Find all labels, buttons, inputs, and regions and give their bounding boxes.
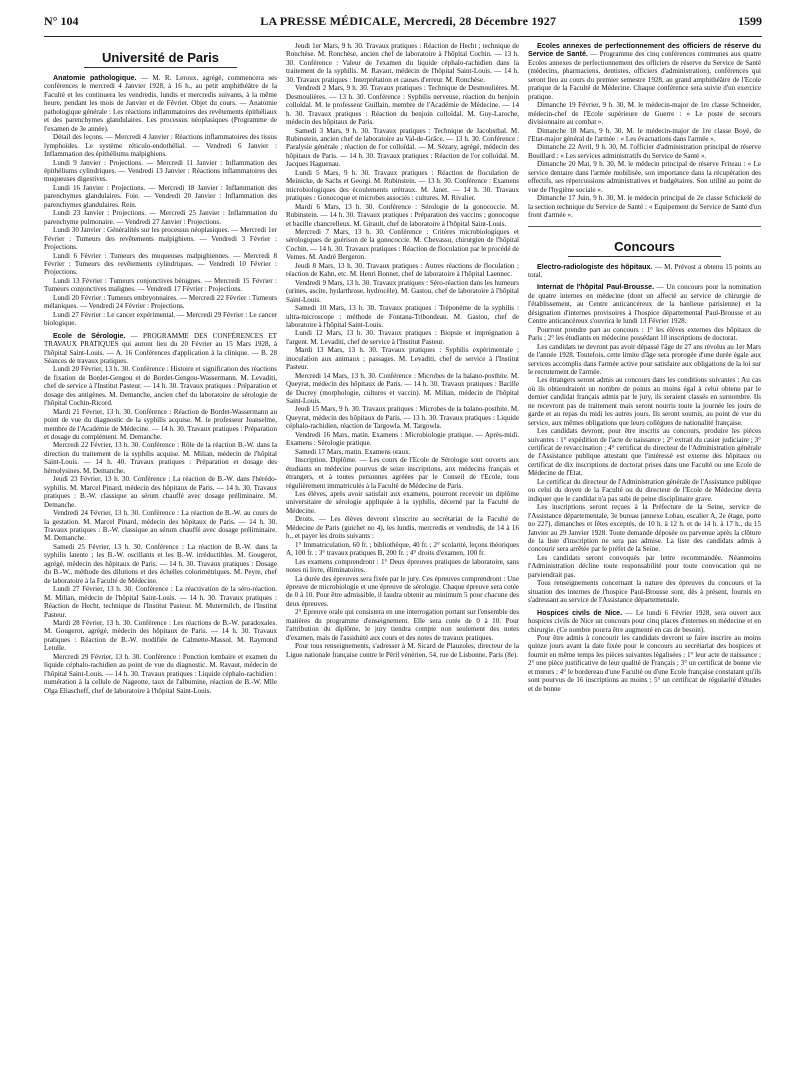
anatomie-text: — M. R. Leroux, agrégé, commencera ses conférences le mercredi 4 Janvier 1928, à 16 h., au petit amphithéâtre de la Faculté et les continuera les vendredis, lundis et mercredis suivants, à la même heure, pendant les mois de Janvier et de Février. Objet du cours. — Anatomie pathologique générale : Les réactions inflammatoires des revêtements épithéliaux et des parenchymes glandulaires. Les processus néoplasiques (Programme de l'examen de 3e année).: [44, 74, 277, 133]
paragraph: Pour tous renseignements, s'adresser à M. Sicard de Plauzoles, directeur de la Ligue nationale française contre le Péril vénérien, 54, rue de Lisbonne, Paris (8e).: [286, 642, 519, 659]
paragraph: Lundi 12 Mars, 13 h. 30. Travaux pratiques : Biopsie et imprégnation à l'argent. M. Levaditi, chef de service à l'Institut Pasteur.: [286, 329, 519, 346]
paragraph: Pourront prendre part au concours : 1° les élèves externes des hôpitaux de Paris ; 2° les étudiants en médecine possédant 10 inscriptions de doctorat.: [528, 325, 761, 343]
paragraph: Vendredi 9 Mars, 13 h. 30. Travaux pratiques : Séro-réaction dans les humeurs (urines, ascite, hydarthrose, hydrocèle). M. Gastou, chef de laboratoire à l'hôpital Saint-Louis.: [286, 278, 519, 304]
section-title-concours: Concours: [614, 238, 675, 254]
folio-number: 1599: [737, 14, 762, 28]
electro-intro: [528, 263, 761, 280]
paragraph: Lundi 13 Février : Tumeurs conjonctives bénignes. — Mercredi 15 Février : Tumeurs conjonctives malignes. — Vendredi 17 Février : Projections.: [44, 276, 277, 294]
paragraph: Mercredi 14 Mars, 13 h. 30. Conférence : Microbes de la balano-posthite. M. Queyrat, médecin des hôpitaux de Paris. — 14 h. 30. Travaux pratiques : Bacille de Ducrey (morphologie, cultures et vaccin). M. Milian, médecin de l'hôpital Saint-Louis.: [286, 371, 519, 406]
nice-lead: Hospices civils de Nice.: [537, 608, 623, 617]
nice-text: — Le lundi 6 Février 1928, sera ouvert aux hospices civils de Nice un concours pour cinq places d'internes en médecine et en chirurgie. (Ce nombre pourra être augmenté en cas de besoin).: [528, 608, 761, 634]
paragraph: Lundi 16 Janvier : Projections. — Mercredi 18 Janvier : Inflammation des parenchymes glandulaires. Foie. — Vendredi 20 Janvier : Inflammation des parenchymes glandulaires. Rein.: [44, 183, 277, 209]
column-2: [286, 42, 519, 1072]
paragraph: Les élèves, après avoir satisfait aux examens, pourront recevoir un diplôme universitaire de sérologie appliquée à la syphilis, décerné par la Faculté de Médecine.: [286, 490, 519, 515]
paragraph: Jeudi 23 Février, 13 h. 30. Conférence : La réaction de B.-W. dans l'hérédo-syphilis. M. Marcel Pinard, médecin des hôpitaux de Paris. — 14 h. 30. Travaux pratiques : B.-W. classique au sérum chauffé avec dosage préliminaire. M. Demanche.: [44, 475, 277, 509]
paragraph: Samedi 25 Février, 13 h. 30. Conférence : La réaction de B.-W. dans la syphilis latente ; les B.-W. oscillants et les B.-W. irréductibles. M. Gougerot, agrégé, médecin des hôpitaux de Paris. — 14 h. 30. Travaux pratiques : Dosage du B.-W., méthode des dilutions et des échelles colorimétriques. M. Peyre, chef de laboratoire à la Faculté de Médecine.: [44, 542, 277, 585]
page-columns: [44, 42, 762, 1072]
paragraph: Mardi 13 Mars, 13 h. 30. Travaux pratiques : Syphilis expérimentale ; inoculation aux animaux ; passages. M. Levaditi, chef de service à l'Institut Pasteur.: [286, 346, 519, 372]
anatomie-intro: [44, 74, 277, 133]
paragraph: Les candidats ne devront pas avoir dépassé l'âge de 27 ans révolus au 1er Mars de l'année 1928. Toutefois, cette limite d'âge sera prorogée d'une durée égale aux services accomplis dans l'armée active pour satisfaire aux obligations de la loi sur le recrutement de l'armée.: [528, 342, 761, 376]
paragraph: Dimanche 18 Mars, 9 h. 30, M. le médecin-major de 1re classe Boyé, de l'Etat-major général de l'armée : « Les évacuations dans l'armée ».: [528, 126, 761, 143]
paragraph: Jeudi 15 Mars, 9 h. 30. Travaux pratiques : Microbes de la balano-posthite. M. Queyrat, médecin des hôpitaux de Paris. — 13 h. 30. Travaux pratiques : Liquide céphalo-rachidien, réaction de Targowla. M. Targowla.: [286, 405, 519, 431]
paragraph: 2° Epreuve orale qui consistera en une interrogation portant sur l'ensemble des matières du programme d'enseignement. Elle sera cotée de 0 à 10. Pour l'attribution du diplôme, le jury tiendra compte non seulement des notes d'examen, mais de l'assiduité aux cours et des notes de travaux pratiques.: [286, 608, 519, 642]
paragraph: Lundi 27 Février : Le cancer expérimental. — Mercredi 29 Février : Le cancer biologique.: [44, 310, 277, 328]
paragraph: Lundi 20 Février : Tumeurs embryonnaires. — Mercredi 22 Février : Tumeurs mélaniques. — Vendredi 24 Février : Projections.: [44, 293, 277, 311]
internat-text: — Un concours pour la nomination de quatre internes en médecine (dont un affecté au service de chirurgie de l'établissement, au Centre anticancéreux de la banlieue parisienne) et la désignation d'internes provisoires à l'hospice départemental Paul-Brousse et au Centre anticancéreux s'ouvrira le lundi 13 Février 1928.: [528, 283, 761, 326]
paragraph: Dimanche 19 Février, 9 h. 30, M. le médecin-major de 1re classe Schneider, médecin-chef de l'Ecole supérieure de Guerre : « Le poste de secours divisionnaire au combat ».: [528, 101, 761, 127]
paragraph: Mercredi 22 Février, 13 h. 30. Conférence : Rôle de la réaction B.-W. dans la direction du traitement de la syphilis acquise. M. Milian, médecin de l'hôpital Saint-Louis. — 14 h. 40. Travaux pratiques : Préparation et dosage des hémolysines. M. Demanche.: [44, 441, 277, 475]
paragraph: Dimanche 22 Avril, 9 h. 30, M. l'officier d'administration principal de réserve Bouillard : « Les services administratifs du Service de Santé ».: [528, 143, 761, 160]
paragraph: Samedi 3 Mars, 9 h. 30. Travaux pratiques : Technique de Jacobsthal. M. Rubinstein, ancien chef de laboratoire au Val-de-Grâce. — 13 h. 30. Conférence : Paralysie générale ; réaction de l'or colloïdal. — M. Sézary, agrégé, médecin des hôpitaux de Paris. — 14 h. 30. Travaux pratiques : Réaction de l'or colloïdal. M. Jacques Haguenau.: [286, 126, 519, 169]
paragraph: Lundi 20 Février, 13 h. 30. Conférence : Histoire et signification des réactions de fixation de Bordet-Gengou et de Bordet-Gengou-Wassermann. M. Levaditi, chef de service à l'Institut Pasteur. — 14 h. 30. Travaux pratiques : Préparation et dosage des antigènes. M. Demanche, ancien chef du laboratoire de sérologie de l'hôpital Cochin-Ricord.: [44, 365, 277, 408]
header-rule: [44, 36, 762, 37]
paragraph: Dimanche 20 Mai, 9 h. 30, M. le médecin principal de réserve Friteau : « Le service dentaire dans l'armée mobilisée, son importance dans la récupération des effectifs, ses répercussions administratives et budgétaires. Son utilité au point de vue de l'hygiène sociale ».: [528, 160, 761, 194]
ecoles-text: — Programme des cinq conférences communes aux quatre Ecoles annexes de perfectionnement des officiers de réserve du Service de Santé (médecins, pharmaciens, dentistes, officiers d'administration), conférences qui seront lieu au cours du premier semestre 1928, au grand amphithéâtre de l'Ecole pratique de la Faculté de Médecine. Chaque conférence sera suivie d'un exercice pratique.: [528, 50, 761, 101]
paragraph: Mardi 6 Mars, 13 h. 30. Conférence : Sérologie de la gonococcie. M. Rubinstein. — 14 h. 30. Travaux pratiques : Préparation des vaccins ; gonocoque et bacille chancrelleux. M. Girault, chef de laboratoire à l'hôpital Saint-Louis.: [286, 202, 519, 228]
paragraph: Les étrangers seront admis au concours dans les conditions suivantes : Au cas où ils obtiendraient un nombre de points au moins égal à celui obtenu par le dernier candidat français admis par le jury, ils seraient classés en surnombre. Ils ne recevront pas de traitement mais seront nourris toute la journée les jours de garde et au repas du midi les autres jours. Ils seront soumis, au point de vue du service, aux mêmes obligations que leurs collègues de nationalité française.: [528, 376, 761, 427]
paragraph: Lundi 27 Février, 13 h. 30. Conférence : La réactivation de la séro-réaction. M. Milian, médecin de l'hôpital Saint-Louis. — 14 h. 30. Travaux pratiques : Réaction de Hecht, technique de l'Institut Pasteur. M. Mutermilch, de l'Institut Pasteur.: [44, 585, 277, 619]
paragraph: Lundi 9 Janvier : Projections. — Mercredi 11 Janvier : Inflammation des épithéliums cylindriques. — Vendredi 13 Janvier : Réactions inflammatoires des muqueuses digestives.: [44, 158, 277, 184]
section-divider: [568, 256, 721, 257]
ecoles-intro: [528, 42, 761, 101]
page-number: N° 104: [44, 14, 79, 28]
internat-lead: Internat de l'hôpital Paul-Brousse.: [537, 283, 655, 292]
page-header: [44, 14, 762, 34]
serologie-text: — PROGRAMME DES CONFÉRENCES ET TRAVAUX PRATIQUES qui auront lieu du 20 Février au 15 Mars 1928, à l'hôpital Saint-Louis. — A. 16 Conférences d'application à la clinique. — B. 28 Séances de travaux pratiques.: [44, 331, 277, 365]
paragraph: Lundi 30 Janvier : Généralités sur les processus néoplasiques. — Mercredi 1er Février : Tumeurs des revêtements malpighiens. — Vendredi 3 Février : Projections.: [44, 226, 277, 252]
paragraph: Mercredi 7 Mars, 13 h. 30. Conférence : Critères microbiologiques et sérologiques de guérison de la gonococcie. M. Chevassu, chirurgien de l'hôpital Cochin. — 14 h. 30. Travaux pratiques : Réaction de floculation par le procédé de Vernes. M. André Bergeron.: [286, 227, 519, 262]
paragraph: Inscription. Diplôme. — Les cours de l'Ecole de Sérologie sont ouverts aux étudiants en médecine pourvus de seize inscriptions, aux médecins français et étrangers, et à toutes personnes agréées par le Conseil de l'Ecole, tous régulièrement immatriculés à la Faculté de Médecine de Paris.: [286, 456, 519, 490]
paragraph: Vendredi 24 Février, 13 h. 30. Conférence : La réaction de B.-W. au cours de la gestation. M. Marcel Pinard, médecin des hôpitaux de Paris. — 14 h. 30. Travaux pratiques : B.-W. classique au sérum chauffé avec dosage préliminaire. M. Demanche.: [44, 509, 277, 543]
serologie-intro: [44, 332, 277, 366]
paragraph: Détail des leçons. — Mercredi 4 Janvier : Réactions inflammatoires des tissus lymphoïdes. Le système réticulo-endothélial. — Vendredi 6 Janvier : Inflammation des épithéliums malpighiens.: [44, 133, 277, 159]
section-title-universite: Université de Paris: [101, 50, 220, 65]
column-3: [528, 42, 761, 1072]
paragraph: Jeudi 1er Mars, 9 h. 30. Travaux pratiques : Réaction de Hecht ; technique de Ronchèse. M. Ronchèse, ancien chef de laboratoire à l'hôpital Cochin. — 13 h. 30. Conférence : Valeur de l'examen du liquide céphalo-rachidien dans la traitement de la syphilis. M. Ravaut, médecin de l'hôpital Saint-Louis. — 14 h. 30. Travaux pratiques : Interprétation et causes d'erreur. M. Ronchèse.: [286, 42, 519, 84]
paragraph: Pour être admis à concourir les candidats devront se faire inscrire au moins quinze jours avant la date fixée pour le concours au secrétariat des hospices et fournir en même temps les pièces suivantes légalisées : 1° leur acte de naissance ; 2° une pièce justificative de leur qualité de Français ; 3° un certificat de bonne vie et mœurs ; 4° le bordereau d'une Faculté ou d'une Ecole française constatant qu'ils sont pourvus de 16 inscriptions au moins ; 5° un certificat de régularité d'études et de bonne: [528, 634, 761, 693]
paragraph: Les candidats devront, pour être inscrits au concours, produire les pièces suivantes : 1° expédition de l'acte de naissance ; 2° extrait du casier judiciaire ; 3° certificat de revaccination ; 4° certificat du directeur de l'Administration générale de l'Assistance publique attestant que l'intéressé est externe des hôpitaux ou certificat de dix inscriptions de doctorat prises dans une Faculté ou une Ecole de Médecine de l'Etat.: [528, 427, 761, 478]
paragraph: Vendredi 16 Mars, matin. Examens : Microbiologie pratique. — Après-midi. Examens : Sérologie pratique.: [286, 430, 519, 448]
ecoles-lead: Ecoles annexes de perfectionnement des officiers de réserve du Service de Santé.: [528, 42, 761, 59]
section-divider: [84, 67, 237, 68]
serologie-lead: Ecole de Sérologie.: [53, 331, 126, 340]
paragraph: Les inscriptions seront reçues à la Préfecture de la Seine, service de l'Assistance départementale, 3e bureau (annexe Lobau, escalier A, 2e étage, porte no 227), dimanches et fêtes exceptés, de 10 h. à 12 h. et de 14 h. à 17 h., du 15 Janvier au 29 Janvier 1928. Toute demande déposée ou parvenue après la clôture de la liste d'inscription ne sera pas admise. La liste des candidats admis à concourir sera arrêtée par le préfet de la Seine.: [528, 503, 761, 554]
paragraph: Samedi 17 Mars, matin. Examens oraux.: [295, 447, 411, 456]
paragraph: Les examens comprendront : 1° Deux épreuves pratiques de laboratoire, sans notes ni livre, éliminatoires.: [286, 557, 519, 575]
paragraph: Mercredi 29 Février, 13 h. 30. Conférence : Ponction lombaire et examen du liquide céphalo-rachidien au point de vue du diagnostic. M. Ravaut, médecin de l'hôpital Saint-Louis. — 14 h. 30. Travaux pratiques : Liquide céphalo-rachidien : numération à la cellule de Nageotte, taux de l'albumine, réaction de B.-W. Mlle Olga Eliascheff, chef de laboratoire à l'hôpital Saint-Louis.: [44, 652, 277, 695]
paragraph: La durée des épreuves sera fixée par le jury. Ces épreuves comprendront : Une épreuve de microbiologie et une épreuve de sérologie. Chaque épreuve sera cotée de 0 à 10. Pour être admissible, il faudra obtenir au minimum 5 pour chacune des deux épreuves.: [286, 574, 519, 608]
electro-lead: Electro-radiologiste des hôpitaux.: [537, 262, 653, 271]
paragraph: Samedi 10 Mars, 13 h. 30. Travaux pratiques : Tréponème de la syphilis : ultra-microscope : méthode de Fontana-Tribondeau. M. Gastou, chef de laboratoire à l'hôpital Saint-Louis.: [286, 304, 519, 329]
paragraph: Lundi 23 Janvier : Projections. — Mercredi 25 Janvier : Inflammation du parenchyme pulmonaire. — Vendredi 27 Janvier : Projections.: [44, 209, 277, 226]
paragraph: Mardi 28 Février, 13 h. 30. Conférence : Les réactions de B.-W. paradoxales. M. Gougerot, agrégé, médecin des hôpitaux de Paris. — 14 h. 30. Travaux pratiques : Réaction de B.-W. modifiée de Calmette-Massol. M. Raymond Letulle.: [44, 619, 277, 653]
paragraph: Droits. — Les élèves devront s'inscrire au secrétariat de la Faculté de Médecine de Paris (guichet no 4), les lundis, mercredis et vendredis, de 14 à 16 h., et payer les droits suivants :: [286, 515, 519, 541]
paragraph: Vendredi 2 Mars, 9 h. 30. Travaux pratiques : Technique de Desmoulières. M. Desmoulières. — 13 h. 30. Conférence : Syphilis nerveuse, réaction du benjoin colloïdal. M. le professeur Guillain, membre de l'Académie de Médecine. — 14 h. 30. Travaux pratiques : Réaction du benjoin colloïdal. M. Guy-Laroche, médecin des hôpitaux de Paris.: [286, 84, 519, 127]
nice-intro: [528, 609, 761, 634]
paragraph: Les candidats seront convoqués par lettre recommandée. Néanmoins l'Administration décline toute responsabilité pour toute convocation qui ne parviendrait pas.: [528, 553, 761, 579]
journal-title: LA PRESSE MÉDICALE, Mercredi, 28 Décembre 1927: [260, 14, 557, 28]
column-1: [44, 42, 277, 1072]
electro-text: — M. Prévost a obtenu 15 points au total.: [528, 262, 761, 279]
paragraph: Tous renseignements concernant la nature des épreuves du concours et la situation des internes de l'hospice Paul-Brousse sont, dès à présent, fournis en s'adressant au service de l'Assistance départementale.: [528, 579, 761, 605]
paragraph: Lundi 5 Mars, 9 h. 30. Travaux pratiques : Réaction de floculation de Meinicke, de Sachs et Georgi. M. Rubinstein. — 13 h. 30. Conférence : Examens microbiologiques des écoulements urétraux. M. Janet. — 14 h. 30. Travaux pratiques : Gonocoque et microbes associés : cultures. M. Rivalier.: [286, 168, 519, 203]
paragraph: Jeudi 8 Mars, 13 h. 30. Travaux pratiques : Autres réactions de floculation ; réaction de Kahn, etc. M. Henri Bonnet, chef de laboratoire à l'hôpital Laennec.: [286, 261, 519, 279]
paragraph: Lundi 6 Février : Tumeurs des muqueuses malpighiennes. — Mercredi 8 Février : Tumeurs des revêtements cylindriques. — Vendredi 10 Février : Projections.: [44, 251, 277, 277]
anatomie-lead: Anatomie pathologique.: [53, 74, 137, 82]
paragraph: Mardi 21 Février, 13 h. 30. Conférence : Réaction de Bordet-Wassermann au point de vue du diagnostic de la syphilis acquise. M. le professeur Jeanselme, membre de l'Académie de Médecine. — 14 h. 30. Travaux pratiques : Préparation et dosage du complément. M. Demanche.: [44, 407, 277, 442]
paragraph: Dimanche 17 Juin, 9 h. 30, M. le médecin principal de 2e classe Schickelé de la section technique du Service de Santé : « Equipement du Service de Santé d'un front d'armée ».: [528, 194, 761, 220]
paragraph: Le certificat du directeur de l'Administration générale de l'Assistance publique ou celui du doyen de la Faculté ou du directeur de l'Ecole de Médecine devra indiquer que le candidat n'a pas subi de peine disciplinaire grave.: [528, 477, 761, 503]
internat-intro: [528, 283, 761, 325]
paragraph: 1° Immatriculation, 60 fr. ; bibliothèque, 40 fr. ; 2° scolarité, leçons théoriques A, 100 fr. ; 3° travaux pratiques B, 200 fr. ; 4° droits d'examen, 100 fr.: [286, 540, 519, 558]
